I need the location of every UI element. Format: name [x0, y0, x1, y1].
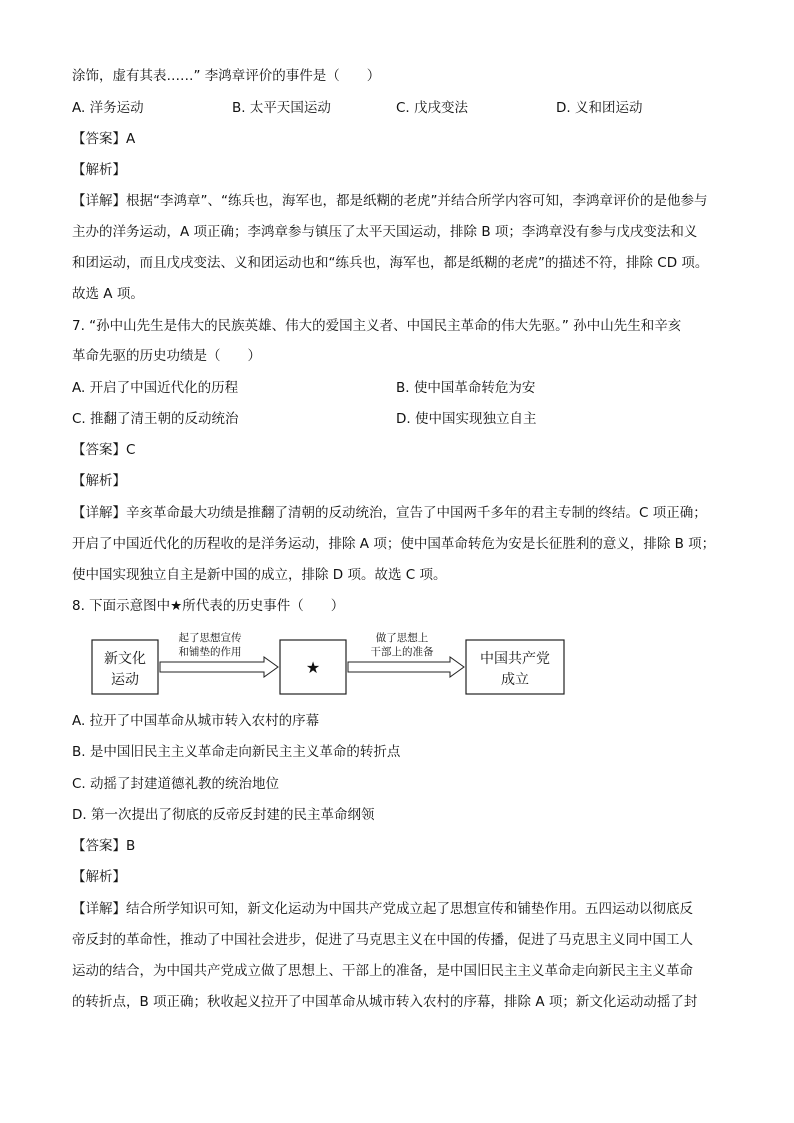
q8-detail-line: 帝反封的革命性，推动了中国社会进步，促进了马克思主义在中国的传播，促进了马克思主义同中国工人 — [72, 932, 693, 948]
diagram-box-ccp-line1: 中国共产党 — [480, 651, 550, 667]
q8-detail-line: 运动的结合，为中国共产党成立做了思想上、干部上的准备，是中国旧民主主义革命走向新民主主义革命 — [72, 963, 693, 979]
q6-detail-line: 和团运动，而且戊戌变法、义和团运动也和“练兵也，海军也，都是纸糊的老虎”的描述不符，排除 CD 项。 — [72, 255, 709, 271]
q7-option-c: C. 推翻了清王朝的反动统治 — [72, 411, 239, 427]
q7-detail-line: 【详解】辛亥革命最大功绩是推翻了清朝的反动统治，宣告了中国两千多年的君主专制的终结。C 项正确； — [72, 505, 707, 521]
q8-stem: 8. 下面示意图中★所代表的历史事件（ ） — [72, 598, 345, 614]
q6-detail-line: 【详解】根据“李鸿章”、“练兵也，海军也，都是纸糊的老虎”并结合所学内容可知，李鸿章评价的是他参与 — [72, 193, 708, 209]
q6-answer: 【答案】A — [72, 131, 136, 147]
q7-answer: 【答案】C — [72, 442, 136, 458]
q6-stem: 涂饰，虚有其表……” 李鸿章评价的事件是（ ） — [72, 68, 381, 84]
q8-flow-diagram — [90, 630, 570, 700]
diagram-box-ccp-line2: 成立 — [501, 672, 529, 688]
diagram-box-new-culture-line2: 运动 — [111, 672, 139, 688]
q6-detail-line: 故选 A 项。 — [72, 286, 144, 302]
q6-analysis-heading: 【解析】 — [72, 162, 126, 178]
q7-option-b: B. 使中国革命转危为安 — [396, 380, 536, 396]
q7-detail-line: 开启了中国近代化的历程收的是洋务运动，排除 A 项；使中国革命转危为安是长征胜利的意义，排除 B 项； — [72, 536, 716, 552]
q8-option-d: D. 第一次提出了彻底的反帝反封建的民主革命纲领 — [72, 807, 375, 823]
diagram-arrow-2-label1: 做了思想上 — [375, 632, 429, 644]
diagram-arrow-2 — [348, 657, 464, 677]
star-icon: ★ — [305, 658, 321, 677]
q6-detail-line: 主办的洋务运动，A 项正确；李鸿章参与镇压了太平天国运动，排除 B 项；李鸿章没有参与戊戌变法和义 — [72, 224, 698, 240]
diagram-arrow-2-label2: 干部上的准备 — [370, 646, 434, 658]
q8-detail-line: 的转折点，B 项正确；秋收起义拉开了中国革命从城市转入农村的序幕，排除 A 项；新文化运动动摇了封 — [72, 994, 698, 1010]
q7-stem-line: 7. “孙中山先生是伟大的民族英雄、伟大的爱国主义者、中国民主革命的伟大先驱。” 孙中山先生和辛亥 — [72, 318, 682, 334]
q6-option-b: B. 太平天国运动 — [232, 100, 331, 116]
q6-option-a: A. 洋务运动 — [72, 100, 144, 116]
q7-analysis-heading: 【解析】 — [72, 473, 126, 489]
q6-option-d: D. 义和团运动 — [556, 100, 643, 116]
diagram-arrow-1-label1: 起了思想宣传 — [178, 632, 242, 644]
q6-option-c: C. 戊戌变法 — [396, 100, 469, 116]
q7-option-d: D. 使中国实现独立自主 — [396, 411, 537, 427]
q7-option-a: A. 开启了中国近代化的历程 — [72, 380, 239, 396]
q8-analysis-heading: 【解析】 — [72, 869, 126, 885]
q7-stem-line: 革命先驱的历史功绩是（ ） — [72, 348, 261, 364]
q8-option-c: C. 动摇了封建道德礼教的统治地位 — [72, 776, 280, 792]
diagram-arrow-1-label2: 和铺垫的作用 — [178, 646, 242, 658]
q8-option-b: B. 是中国旧民主主义革命走向新民主主义革命的转折点 — [72, 744, 401, 760]
q8-option-a: A. 拉开了中国革命从城市转入农村的序幕 — [72, 713, 320, 729]
diagram-arrow-1 — [160, 657, 278, 677]
q8-answer: 【答案】B — [72, 838, 136, 854]
diagram-box-new-culture-line1: 新文化 — [104, 651, 146, 667]
q8-detail-line: 【详解】结合所学知识可知，新文化运动为中国共产党成立起了思想宣传和铺垫作用。五四运动以彻底反 — [72, 901, 693, 917]
q7-detail-line: 使中国实现独立自主是新中国的成立，排除 D 项。故选 C 项。 — [72, 567, 447, 583]
